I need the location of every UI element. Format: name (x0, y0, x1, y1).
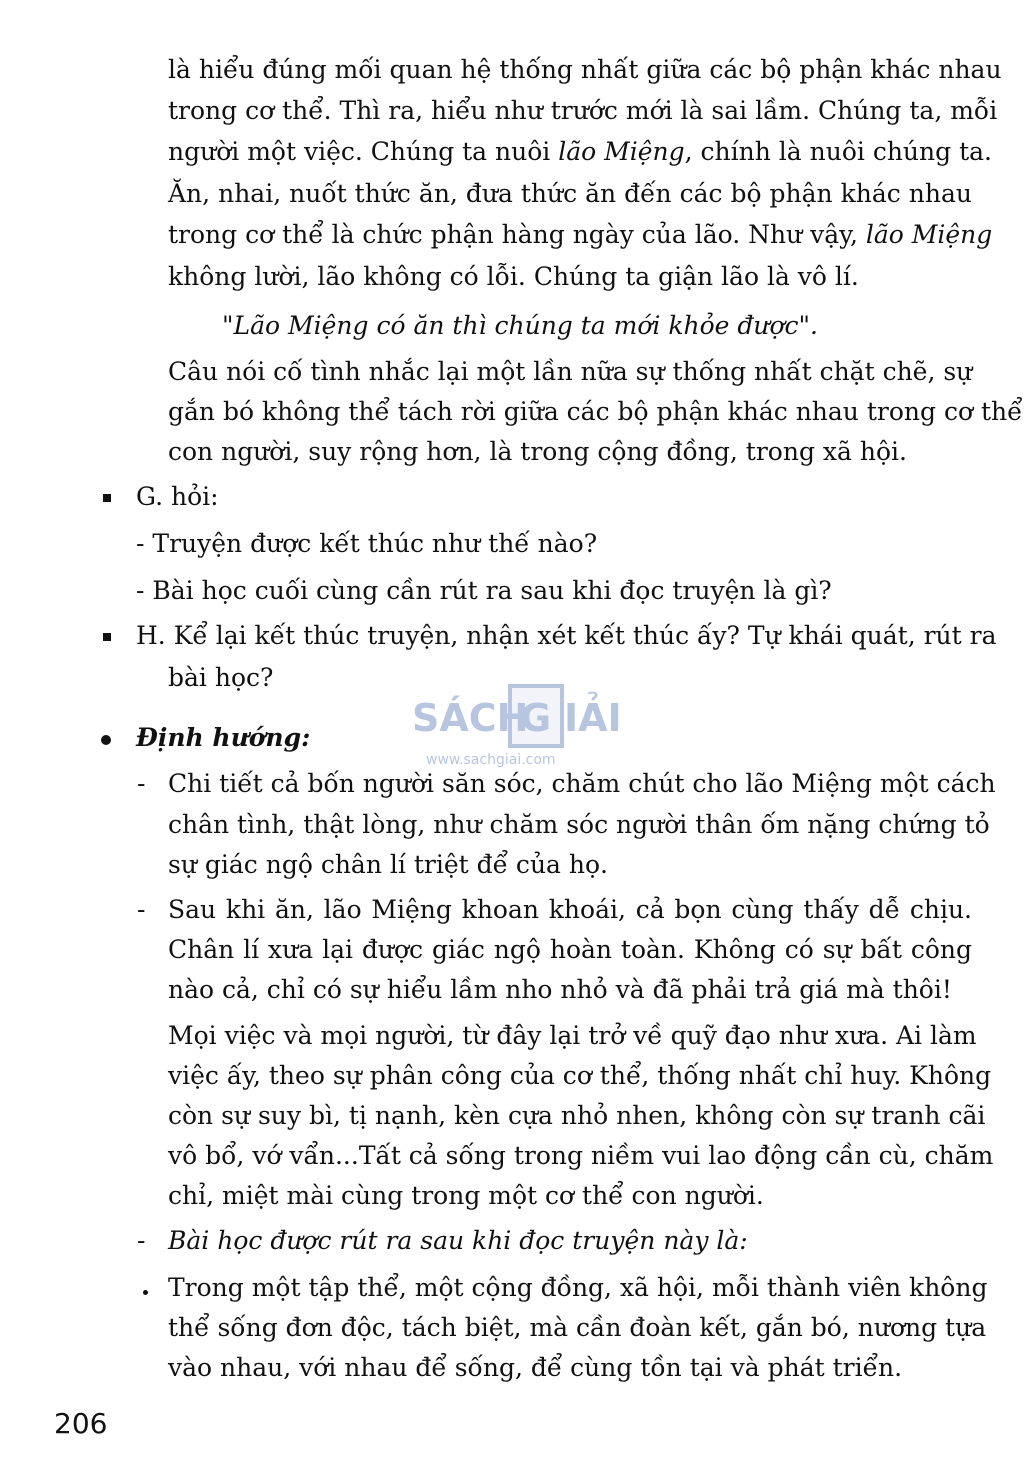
dash-marker: - (137, 769, 146, 798)
small-bullet-icon (143, 1290, 148, 1295)
text-line: Câu nói cố tình nhắc lại một lần nữa sự thống nhất chặt chẽ, sự (168, 357, 973, 386)
text-line: không lười, lão không có lỗi. Chúng ta giận lão là vô lí. (168, 262, 859, 291)
text-line (168, 220, 993, 250)
watermark-text: G (520, 696, 552, 740)
text-line: sự giác ngộ chân lí triệt để của họ. (168, 850, 608, 879)
text-fragment: trong cơ thể là chức phận hàng ngày của lão. Như vậy, (168, 220, 866, 249)
teacher-question: - Bài học cuối cùng cần rút ra sau khi đọc truyện là gì? (136, 576, 832, 605)
dash-marker: - (137, 1226, 146, 1255)
round-bullet-icon (101, 735, 111, 745)
text-line: Ăn, nhai, nuốt thức ăn, đưa thức ăn đến các bộ phận khác nhau (168, 179, 972, 208)
watermark-text: IẢI (564, 696, 622, 740)
watermark-url: www.sachgiai.com (426, 752, 556, 768)
text-line: việc ấy, theo sự phân công của cơ thể, thống nhất chỉ huy. Không (168, 1061, 992, 1090)
text-line: Mọi việc và mọi người, từ đây lại trở về quỹ đạo như xưa. Ai làm (168, 1021, 977, 1050)
quote-line: "Lão Miệng có ăn thì chúng ta mới khỏe được". (222, 311, 818, 340)
student-task: bài học? (168, 663, 274, 692)
text-line: con người, suy rộng hơn, là trong cộng đồng, trong xã hội. (168, 437, 907, 466)
student-task: H. Kể lại kết thúc truyện, nhận xét kết thúc ấy? Tự khái quát, rút ra (136, 621, 997, 650)
text-line: vô bổ, vớ vẩn...Tất cả sống trong niềm vui lao động cần cù, chăm (168, 1141, 994, 1170)
dash-marker: - (137, 895, 146, 924)
text-line: chỉ, miệt mài cùng trong một cơ thể con người. (168, 1181, 764, 1210)
watermark-text: SÁCH (412, 696, 529, 740)
teacher-question: - Truyện được kết thúc như thế nào? (136, 529, 598, 558)
text-line: vào nhau, với nhau để sống, để cùng tồn tại và phát triển. (168, 1353, 903, 1382)
text-line: nào cả, chỉ có sự hiểu lầm nho nhỏ và đã phải trả giá mà thôi! (168, 975, 952, 1004)
text-line: Sau khi ăn, lão Miệng khoan khoái, cả bọn cùng thấy dễ chịu. (168, 895, 972, 924)
italic-term: lão Miệng (865, 220, 993, 249)
text-line: còn sự suy bì, tị nạnh, kèn cựa nhỏ nhen, không còn sự tranh cãi (168, 1101, 986, 1130)
text-line (168, 137, 992, 167)
text-line: Chân lí xưa lại được giác ngộ hoàn toàn. Không có sự bất công (168, 935, 972, 964)
text-line: trong cơ thể. Thì ra, hiểu như trước mới là sai lầm. Chúng ta, mỗi (168, 96, 998, 125)
text-line: Chi tiết cả bốn người săn sóc, chăm chút cho lão Miệng một cách (168, 769, 996, 798)
italic-term: lão Miệng (558, 137, 685, 166)
square-bullet-icon (103, 494, 111, 502)
page-number: 206 (54, 1407, 108, 1440)
square-bullet-icon (103, 633, 111, 641)
orientation-label: Định hướng: (136, 723, 311, 752)
text-fragment: người một việc. Chúng ta nuôi (168, 137, 559, 166)
text-line: gắn bó không thể tách rời giữa các bộ phận khác nhau trong cơ thể (168, 397, 1023, 426)
text-fragment: , chính là nuôi chúng ta. (684, 137, 992, 166)
text-line: Trong một tập thể, một cộng đồng, xã hội, mỗi thành viên không (168, 1273, 988, 1302)
text-line: chân tình, thật lòng, như chăm sóc người thân ốm nặng chứng tỏ (168, 810, 990, 839)
text-line: là hiểu đúng mối quan hệ thống nhất giữa các bộ phận khác nhau (168, 55, 1002, 84)
italic-heading: Bài học được rút ra sau khi đọc truyện này là: (168, 1226, 748, 1255)
text-line: thể sống đơn độc, tách biệt, mà cần đoàn kết, gắn bó, nương tựa (168, 1313, 987, 1342)
teacher-label: G. hỏi: (136, 482, 219, 511)
